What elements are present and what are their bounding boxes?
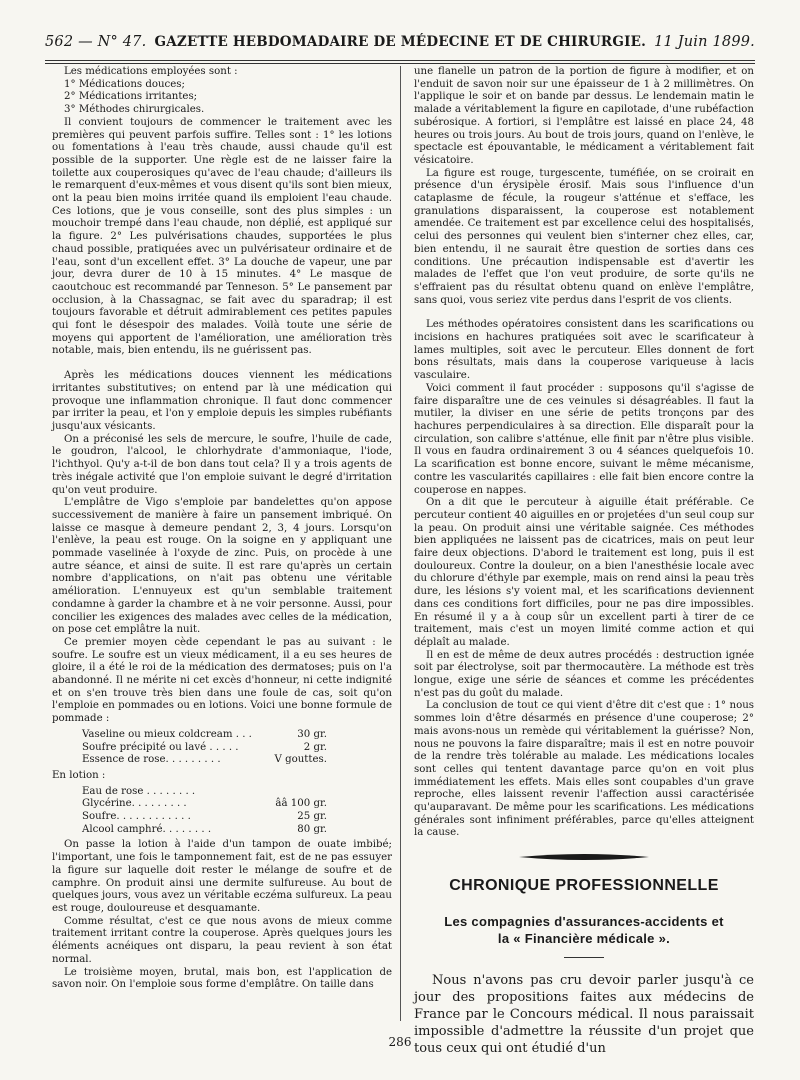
- ingredient-quantity: 80 gr.: [297, 823, 327, 835]
- lotion-formula: [82, 786, 392, 837]
- ingredient-name: Eau de rose . . . . . . . .: [82, 785, 196, 797]
- article-title: [414, 913, 754, 947]
- formula-row: [82, 811, 392, 824]
- paragraph: On a dit que le percuteur à aiguille était préférable. Ce percuteur contient 40 aiguilles en or projetées d'un seul coup sur la peau. On produit ainsi une véritable saignée. Ces méthodes bien appliquées ne laissent pas de cicatrices, mais on peut leur faire deux objections. D'abord le traitement est long, puis il est douloureux. Contre la douleur, on a bien l'anesthésie locale avec du chlorure d'éthyle par exemple, mais on rend ainsi la peau très dure, les lésions s'y voient mal, et les scarifications deviennent dans ces conditions fort difficiles, pour ne pas dire impossibles. En résumé il y a à coup sûr un excellent parti à tirer de ce traitement, mais c'est un moyen limité comme action et qui déplaît au malade.: [414, 497, 754, 648]
- paragraph: Il convient toujours de commencer le traitement avec les premières qui peuvent parfois suffire. Telles sont : 1° les lotions ou fomentations à l'eau très chaude, aussi chaude qu'il est possible de la supporter. Une règle est de ne laisser faire la toilette aux couperosiques qu'avec de l'eau chaude; d'ailleurs ils le remarquent d'eux-mêmes et vous disent qu'ils sont bien mieux, ont la peau bien moins irritée quand ils emploient l'eau chaude. Ces lotions, que je vous conseille, sont des plus simples : un mouchoir trempé dans l'eau chaude, non déplié, est appliqué sur la figure. 2° Les pulvérisations chaudes, supportées le plus chaud possible, pratiquées avec un pulvérisateur ordinaire et de l'eau, sont d'un excellent effet. 3° La douche de vapeur, une par jour, devra durer de 10 à 15 minutes. 4° Le masque de caoutchouc est recommandé par Tenneson. 5° Le pansement par occlusion, à la Chassagnac, se fait avec du sparadrap; il est toujours favorable et détruit admirablement ces petites papules qui font le désespoir des malades. Voilà toute une série de moyens qui apportent de l'amélioration, une amélioration très notable, mais, bien entendu, ils ne guérissent pas.: [52, 116, 392, 357]
- formula-row: [82, 824, 392, 837]
- ingredient-name: Soufre. . . . . . . . . . . .: [82, 811, 191, 823]
- paragraph-gap: [414, 307, 754, 319]
- ornament-rule-icon: [519, 852, 649, 862]
- paragraph: Voici comment il faut procéder : supposons qu'il s'agisse de faire disparaître une de ces veinules si désagréables. Il faut la mutiler, la diviser en une série de petits tronçons par des hachures perpendiculaires à sa direction. Elle disparaît pour la circulation, son calibre s'atténue, elle finit par n'être plus visible. Il vous en faudra ordinairement 3 ou 4 séances quelquefois 10. La scarification est bonne encore, suivant le même mécanisme, contre les vascularités capillaires : elle fait bien encore contre la couperose en nappes.: [414, 382, 754, 496]
- article-title-rule: [564, 957, 604, 958]
- ingredient-name: Vaseline ou mieux coldcream . . .: [82, 728, 252, 740]
- article-title-line: Les compagnies d'assurances-accidents et: [444, 913, 724, 929]
- intro-line: 1° Médications douces;: [64, 78, 185, 90]
- intro-line: 2° Médications irritantes;: [64, 91, 198, 103]
- paragraph: Après les médications douces viennent les médications irritantes substitutives; on entend par là une médication qui provoque une inflammation chronique. Il faut donc commencer par irriter la peau, et l'on y emploie depuis les simples rubéfiants jusqu'aux vésicants.: [52, 370, 392, 432]
- header-page-number: 562 — N° 47.: [45, 34, 147, 50]
- paragraph: La figure est rouge, turgescente, tuméfiée, on se croirait en présence d'un érysipèle érosif. Mais sous l'influence d'un cataplasme de fécule, la rougeur s'atténue et s'efface, les granulations disparaissent, la couperose est notablement amendée. Ce traitement est par excellence celui des hospitalisés, celui des personnes qui veulent bien s'interner chez elles, car, bien entendu, il ne saurait être question de sorties dans ces conditions. Une précaution indispensable est d'avertir les malades de l'effet que l'on veut produire, de sorte qu'ils ne s'effraient pas du résultat obtenu quand on enlève l'emplâtre, sans quoi, vous seriez vite perdus dans l'esprit de vos clients.: [414, 167, 754, 306]
- header-rule-secondary: [45, 63, 755, 64]
- ingredient-quantity: [257, 786, 327, 799]
- page-footer-number: 286: [388, 1035, 412, 1049]
- ingredient-quantity: 2 gr.: [303, 741, 327, 753]
- ingredient-name: Essence de rose. . . . . . . . .: [82, 754, 221, 766]
- page-header: [45, 34, 755, 50]
- paragraph: On a préconisé les sels de mercure, le soufre, l'huile de cade, le goudron, l'alcool, le chlorhydrate d'ammoniaque, l'iode, l'ichthyol. Qu'y a-t-il de bon dans tout cela? Il y a trois agents de très inégale activité que l'on emploie suivant le degré d'irritation qu'on veut produire.: [52, 433, 392, 496]
- intro-line: 3° Méthodes chirurgicales.: [64, 104, 205, 116]
- ingredient-name: Soufre précipité ou lavé . . . . .: [82, 741, 239, 753]
- ingredient-name: Alcool camphré. . . . . . . .: [82, 823, 212, 835]
- paragraph: Ce premier moyen cède cependant le pas au suivant : le soufre. Le soufre est un vieux médicament, il a eu ses heures de gloire, il a été le roi de la médication des dermatoses; puis on l'a abandonné. Il ne mérite ni cet excès d'honneur, ni cette indignité et on s'en trouve très bien dans une foule de cas, soit qu'on l'emploie en pommades ou en lotions. Voici une bonne formule de pommade :: [52, 636, 392, 725]
- paragraph: Le troisième moyen, brutal, mais bon, est l'application de savon noir. On l'emploie sous forme d'emplâtre. On taille dans: [52, 966, 392, 991]
- ingredient-name: Glycérine. . . . . . . . .: [82, 798, 187, 810]
- lotion-label: En lotion :: [52, 769, 106, 781]
- section-title: CHRONIQUE PROFESSIONNELLE: [449, 877, 719, 895]
- paragraph: L'emplâtre de Vigo s'emploie par bandelettes qu'on appose successivement de manière à faire un pansement imbriqué. On laisse ce masque à demeure pendant 2, 3, 4 jours. Lorsqu'on l'enlève, la peau est rouge. On la soigne en y appliquant une pommade vaselinée à l'oxyde de zinc. Puis, on procède à une autre séance, et ainsi de suite. Il est rare qu'après un certain nombre d'applications, on n'ait pas obtenu une véritable amélioration. L'ennuyeux est qu'un semblable traitement condamne à garder la chambre et à ne voir personne. Aussi, pour concilier les exigences des malades avec celles de la médication, on pose cet emplâtre la nuit.: [52, 497, 392, 636]
- ingredient-quantity: 25 gr.: [297, 811, 327, 823]
- paragraph-gap: [52, 358, 392, 370]
- paragraph: Comme résultat, c'est ce que nous avons de mieux comme traitement irritant contre la couperose. Après quelques jours les éléments acnéiques ont disparu, la peau revient à son état normal.: [52, 915, 392, 965]
- ingredient-quantity: V gouttes.: [274, 754, 327, 766]
- formula-row: [82, 798, 392, 811]
- right-column: [414, 66, 754, 1056]
- formula-row: [82, 754, 392, 767]
- pommade-formula: [82, 729, 392, 767]
- formula-row: [82, 786, 392, 799]
- article-intro-text: Nous n'avons pas cru devoir parler jusqu'à ce jour des propositions faites aux médecins de France par le Concours médical. Il nous paraissait impossible d'admettre la réussite d'un projet que tous ceux qui ont étudié d'un: [414, 972, 754, 1056]
- column-divider: [400, 66, 401, 1021]
- paragraph: La conclusion de tout ce qui vient d'être dit c'est que : 1° nous sommes loin d'être désarmés en présence d'une couperose; 2° mais avons-nous un remède qui véritablement la guérisse? Non, nous ne pouvons la faire disparaître; mais il est en notre pouvoir de la rendre très tolérable au malade. Les médications locales sont celles qui tentent davantage parce qu'on en voit plus immédiatement les effets. Mais elles sont coupables d'un grave reproche, elles laissent revenir l'affection aussi caractérisée qu'auparavant. De même pour les scarifications. Les médications générales sont infiniment préférables, parce qu'elles atteignent la cause.: [414, 700, 754, 839]
- left-column: [52, 66, 392, 992]
- paragraph: Les méthodes opératoires consistent dans les scarifications ou incisions en hachures pratiquées soit avec le scarificateur à lames multiples, soit avec le percuteur. Elles donnent de fort bons résultats, mais dans la couperose variqueuse à lacis vasculaire.: [414, 319, 754, 382]
- ingredient-quantity: 30 gr.: [297, 728, 327, 740]
- intro-line: Les médications employées sont :: [64, 66, 238, 77]
- issue-date: 11 Juin 1899.: [654, 34, 755, 50]
- paragraph: On passe la lotion à l'aide d'un tampon de ouate imbibé; l'important, une fois le tamponnement fait, est de ne pas essuyer la figure sur laquelle doit rester le mélange de soufre et de camphre. On produit ainsi une dermite sulfureuse. Au bout de quelques jours, vous avez un véritable eczéma sulfureux. La peau est rouge, douloureuse et desquamante.: [52, 839, 392, 914]
- article-title-line: la « Financière médicale ».: [497, 930, 671, 946]
- paragraph: Il en est de même de deux autres procédés : destruction ignée soit par électrolyse, soit par thermocautère. La méthode est très longue, exige une série de séances et comme les précédentes n'est pas du goût du malade.: [414, 649, 754, 699]
- formula-row: [82, 742, 392, 755]
- header-rule: [45, 60, 755, 61]
- intro-list: [52, 66, 392, 117]
- formula-row: [82, 729, 392, 742]
- paragraph: une flanelle un patron de la portion de figure à modifier, et on l'enduit de savon noir sur une épaisseur de 1 à 2 millimètres. On l'applique le soir et on bande par dessus. Le lendemain matin le malade a véritablement la figure en capilotade, d'une rubéfaction subérosique. A fortiori, si l'emplâtre est laissé en place 24, 48 heures ou trois jours. Au bout de trois jours, quand on l'enlève, le spectacle est épouvantable, le médicament a véritablement fait vésicatoire.: [414, 66, 754, 166]
- journal-title: GAZETTE HEBDOMADAIRE DE MÉDECINE ET DE CHIRURGIE.: [154, 34, 646, 50]
- section-ornament: [414, 852, 754, 862]
- ingredient-quantity: ââ 100 gr.: [275, 798, 327, 810]
